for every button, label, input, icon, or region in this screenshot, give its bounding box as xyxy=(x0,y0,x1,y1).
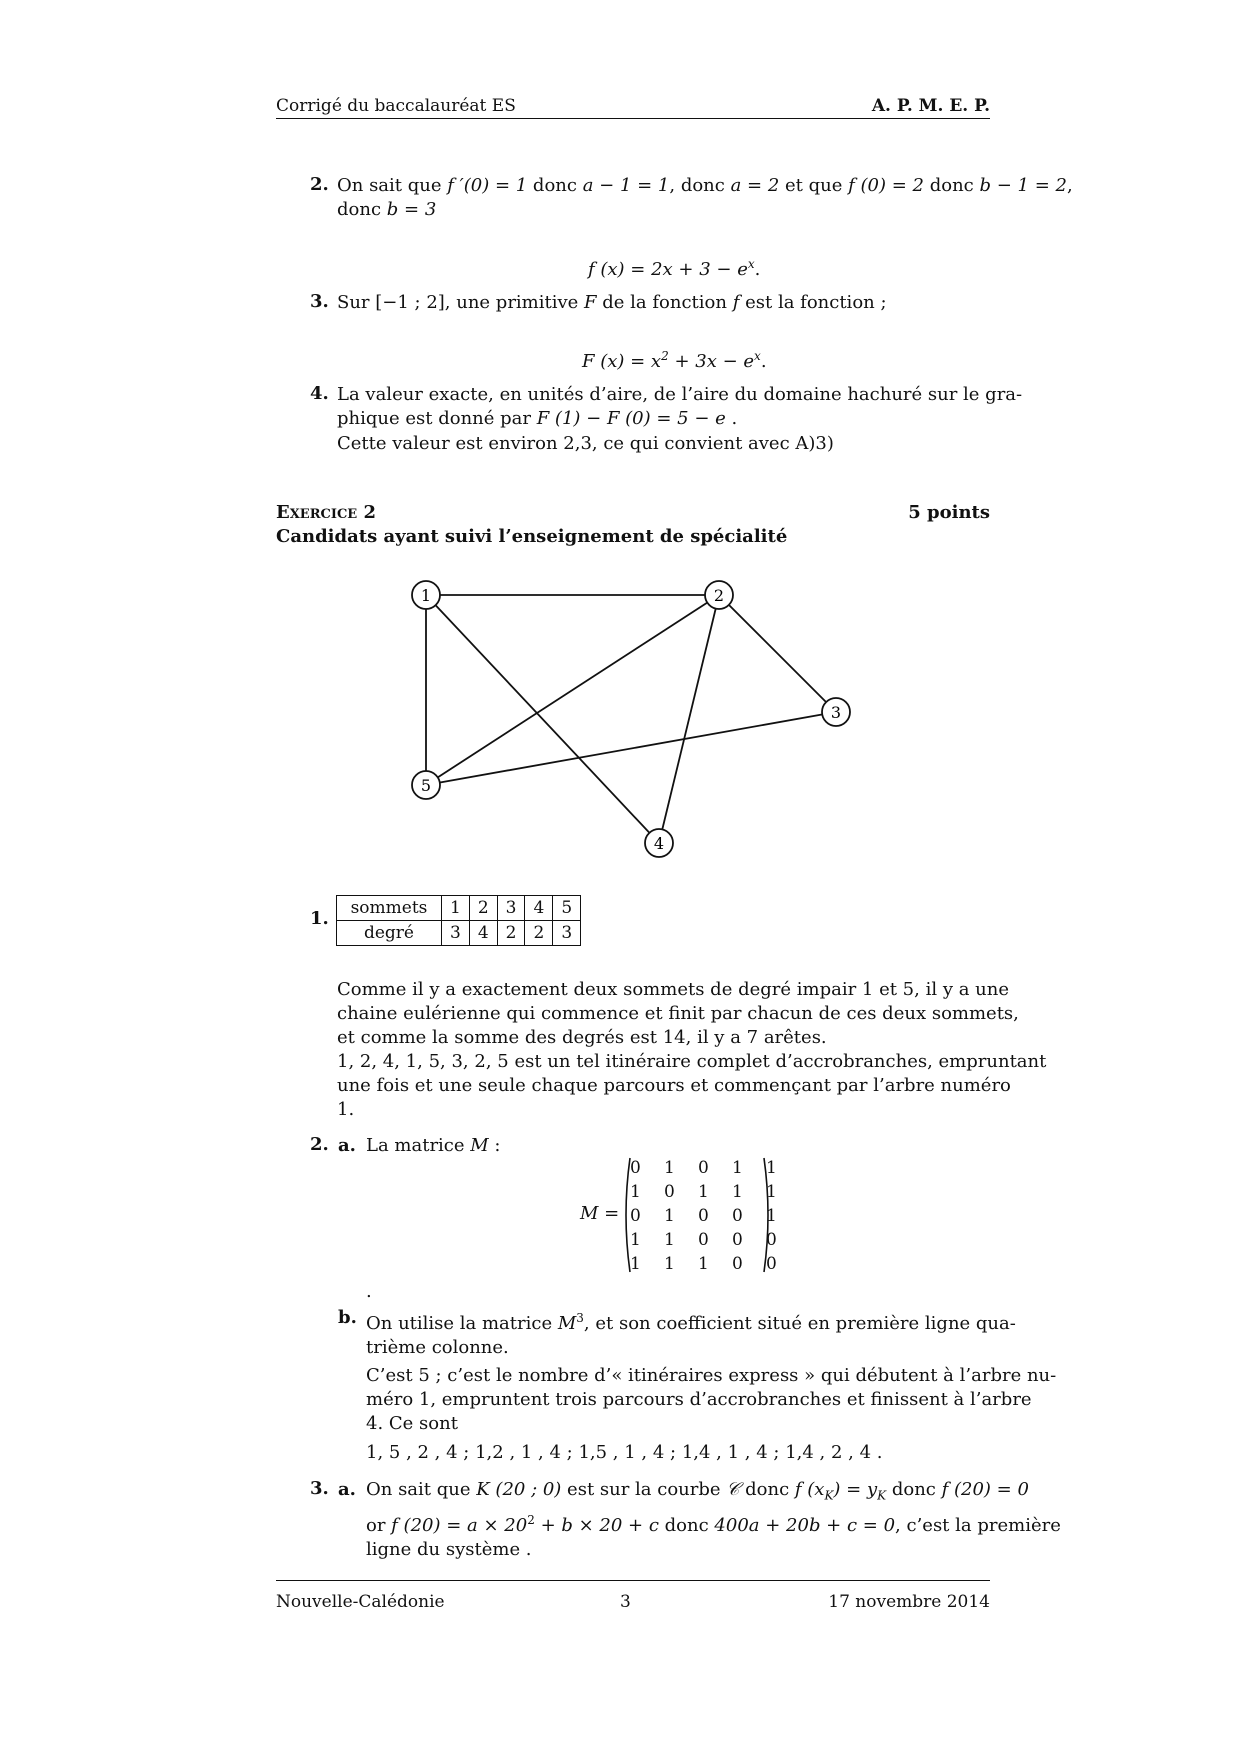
matrix-cell: 1 xyxy=(698,1182,709,1202)
footer-rule xyxy=(276,1580,990,1581)
q4-number: 4. xyxy=(310,383,329,404)
degree-table xyxy=(336,895,581,946)
table-row xyxy=(337,896,581,921)
node-2 xyxy=(705,581,733,609)
part2-a-label: a. xyxy=(338,1135,356,1156)
q2-math: b = 3 xyxy=(386,199,437,220)
q3-formula-text: + 3x − e xyxy=(668,351,755,372)
part2-b-math: M xyxy=(557,1313,577,1334)
q3-text: est la fonction ; xyxy=(739,292,887,313)
matrix-cell: 1 xyxy=(766,1158,777,1178)
q4-math: F (1) − F (0) = 5 − e xyxy=(536,408,726,429)
table-cell: 2 xyxy=(525,921,553,946)
part3-number: 3. xyxy=(310,1478,329,1499)
part2-b-label: b. xyxy=(338,1307,357,1328)
part1-line: 1. xyxy=(337,1099,355,1120)
matrix-cell: 0 xyxy=(698,1158,709,1178)
q2-text: On sait que xyxy=(337,175,448,196)
part3-words: , c’est la première xyxy=(895,1514,1061,1536)
matrix-cell: 0 xyxy=(732,1254,743,1274)
part3-words: donc xyxy=(658,1514,715,1536)
q3-formula-sup: 2 xyxy=(661,349,669,363)
q2-math: a = 2 xyxy=(730,175,780,196)
matrix-cell: 0 xyxy=(766,1230,777,1250)
matrix-cell: 1 xyxy=(664,1206,675,1226)
part2-a-words: : xyxy=(488,1135,501,1156)
node-label-5: 5 xyxy=(420,776,432,795)
q2-text: , donc xyxy=(669,175,731,196)
q4-text: . xyxy=(725,408,738,429)
matrix-grid xyxy=(630,1156,800,1276)
matrix-cell: 1 xyxy=(630,1254,641,1274)
q2-math-fprime: f ′(0) = 1 xyxy=(447,175,528,196)
matrix-cell: 0 xyxy=(630,1206,641,1226)
matrix-cell: 1 xyxy=(766,1182,777,1202)
table-cell: 2 xyxy=(497,921,525,946)
part3-math: 400a + 20b + c = 0 xyxy=(714,1514,896,1536)
part2-b-words: , et son coefficient situé en première ligne qua- xyxy=(583,1313,1016,1334)
q2-formula-text: f (x) = 2x + 3 − e xyxy=(588,259,748,280)
matrix-cell: 0 xyxy=(630,1158,641,1178)
matrix-row xyxy=(630,1252,800,1276)
part3-sup: 2 xyxy=(527,1512,535,1527)
q2-formula-end: . xyxy=(754,259,761,280)
part2-number: 2. xyxy=(310,1134,329,1155)
q3-text: Sur [−1 ; 2], une primitive xyxy=(337,292,585,313)
matrix-cell: 0 xyxy=(732,1206,743,1226)
part1-line: Comme il y a exactement deux sommets de degré impair 1 et 5, il y a une xyxy=(337,979,1009,1000)
q2-text: donc xyxy=(527,175,583,196)
matrix-cell: 0 xyxy=(732,1230,743,1250)
part3-words: est sur la courbe xyxy=(561,1479,727,1500)
part2-b-routes: 1, 5 , 2 , 4 ; 1,2 , 1 , 4 ; 1,5 , 1 , 4 ; 1,4 , 1 , 4 ; 1,4 , 2 , 4 . xyxy=(366,1442,883,1463)
node-1 xyxy=(412,581,440,609)
part3-a-label: a. xyxy=(338,1479,356,1500)
q2-text: , xyxy=(1066,175,1073,196)
part2-dot: . xyxy=(366,1281,372,1302)
part1-number: 1. xyxy=(310,908,329,929)
matrix-row xyxy=(630,1180,800,1204)
part3-words: donc xyxy=(886,1479,942,1500)
part3-words: donc xyxy=(739,1479,795,1500)
part3-sub: K xyxy=(824,1488,834,1503)
part2-a-math: M xyxy=(470,1135,489,1156)
matrix-cell: 1 xyxy=(664,1158,675,1178)
matrix-row xyxy=(630,1156,800,1180)
matrix-row xyxy=(630,1204,800,1228)
q4-text: phique est donné par xyxy=(337,408,537,429)
matrix-cell: 1 xyxy=(630,1182,641,1202)
part2-b-line: trième colonne. xyxy=(366,1337,509,1358)
part3-math: f (20) = 0 xyxy=(941,1479,1029,1500)
table-cell: 3 xyxy=(553,921,581,946)
row-header: degré xyxy=(337,921,442,946)
part1-line: et comme la somme des degrés est 14, il y a 7 arêtes. xyxy=(337,1027,827,1048)
part3-math: f (20) = a × 20 xyxy=(391,1514,528,1536)
q3-math: f xyxy=(732,292,740,313)
table-cell: 1 xyxy=(442,896,470,921)
part2-b-line: méro 1, empruntent trois parcours d’accrobranches et finissent à l’arbre xyxy=(366,1389,1032,1410)
part1-line: une fois et une seule chaque parcours et commençant par l’arbre numéro xyxy=(337,1075,1011,1096)
part2-b-sup: 3 xyxy=(576,1311,584,1325)
matrix-cell: 1 xyxy=(766,1206,777,1226)
header-left: Corrigé du baccalauréat ES xyxy=(276,96,516,116)
q2-text: et que xyxy=(779,175,849,196)
matrix-cell: 1 xyxy=(664,1254,675,1274)
edge-3-5 xyxy=(426,712,836,785)
q4-line3: Cette valeur est environ 2,3, ce qui convient avec A)3) xyxy=(337,433,834,454)
part3-math: 𝒞 xyxy=(726,1479,740,1500)
part3-words: or xyxy=(366,1514,392,1536)
matrix-cell: 0 xyxy=(698,1206,709,1226)
part3-words: On sait que xyxy=(366,1479,477,1500)
part2-a-words: La matrice xyxy=(366,1135,471,1156)
part3-math: K (20 ; 0) xyxy=(476,1479,562,1500)
q2-formula-sup: x xyxy=(747,257,755,271)
part1-line: chaine eulérienne qui commence et finit par chacun de ces deux sommets, xyxy=(337,1003,1019,1024)
part3-math: + b × 20 + c xyxy=(534,1514,659,1536)
matrix-cell: 1 xyxy=(698,1254,709,1274)
table-row xyxy=(337,921,581,946)
exercise-points: 5 points xyxy=(908,502,990,523)
matrix-row xyxy=(630,1228,800,1252)
matrix-cell: 1 xyxy=(732,1182,743,1202)
matrix-cell: 1 xyxy=(664,1230,675,1250)
q2-math: f (0) = 2 xyxy=(848,175,924,196)
matrix-cell: 0 xyxy=(766,1254,777,1274)
table-cell: 5 xyxy=(553,896,581,921)
q2-math: a − 1 = 1 xyxy=(582,175,670,196)
part3-math: ) = y xyxy=(833,1479,878,1500)
table-cell: 3 xyxy=(442,921,470,946)
part3-line xyxy=(366,1478,1029,1508)
q2-math: b − 1 = 2 xyxy=(979,175,1067,196)
part1-line: 1, 2, 4, 1, 5, 3, 2, 5 est un tel itinéraire complet d’accrobranches, empruntant xyxy=(337,1051,1047,1072)
edge-1-4 xyxy=(426,595,659,843)
part2-b-line: 4. Ce sont xyxy=(366,1413,458,1434)
part3-math: f (x xyxy=(794,1479,825,1500)
part3-line: ligne du système . xyxy=(366,1538,532,1560)
footer-page-number: 3 xyxy=(620,1592,631,1612)
edge-2-5 xyxy=(426,595,719,785)
footer-right: 17 novembre 2014 xyxy=(828,1592,990,1612)
matrix-right-paren xyxy=(762,1156,774,1274)
node-label-1: 1 xyxy=(420,586,432,605)
edge-2-3 xyxy=(719,595,836,712)
part2-b-words: On utilise la matrice xyxy=(366,1313,558,1334)
table-cell: 4 xyxy=(525,896,553,921)
matrix-cell: 1 xyxy=(630,1230,641,1250)
matrix-label: M = xyxy=(580,1203,620,1224)
node-label-2: 2 xyxy=(713,586,725,605)
node-4 xyxy=(645,829,673,857)
row-header: sommets xyxy=(337,896,442,921)
q2-number: 2. xyxy=(310,174,329,195)
part2-b-line xyxy=(366,1306,1016,1336)
q3-formula-end: . xyxy=(760,351,767,372)
part2-a-text xyxy=(366,1134,501,1158)
part1-paragraph xyxy=(337,978,1047,1122)
q2-text: donc xyxy=(337,199,387,220)
part2-b-paragraph xyxy=(366,1306,1057,1465)
matrix-cell: 0 xyxy=(664,1182,675,1202)
table-cell: 4 xyxy=(469,921,497,946)
q3-math: F xyxy=(584,292,597,313)
q4-line1: La valeur exacte, en unités d’aire, de l’aire du domaine hachuré sur le gra- xyxy=(337,384,1023,405)
part3-sub: K xyxy=(877,1488,887,1503)
q3-text: de la fonction xyxy=(596,292,733,313)
q3-formula-sup: x xyxy=(754,349,761,363)
table-cell: 3 xyxy=(497,896,525,921)
part3-paragraph xyxy=(366,1478,1061,1562)
q3-formula-text: F (x) = x xyxy=(582,351,662,372)
edge-2-4 xyxy=(659,595,719,843)
part3-line xyxy=(366,1508,1061,1538)
node-3 xyxy=(822,698,850,726)
part2-b-line: C’est 5 ; c’est le nombre d’« itinéraires express » qui débutent à l’arbre nu- xyxy=(366,1365,1057,1386)
matrix-cell: 0 xyxy=(698,1230,709,1250)
node-label-3: 3 xyxy=(830,703,842,722)
header-right: A. P. M. E. P. xyxy=(871,96,990,116)
matrix-cell: 1 xyxy=(732,1158,743,1178)
q3-number: 3. xyxy=(310,291,329,312)
exercise-subtitle: Candidats ayant suivi l’enseignement de spécialité xyxy=(276,526,788,547)
table-cell: 2 xyxy=(469,896,497,921)
node-5 xyxy=(412,771,440,799)
exercise-title: Exercice 2 xyxy=(276,502,376,523)
node-label-4: 4 xyxy=(653,834,665,853)
q2-text: donc xyxy=(923,175,980,196)
footer-left: Nouvelle-Calédonie xyxy=(276,1592,445,1612)
